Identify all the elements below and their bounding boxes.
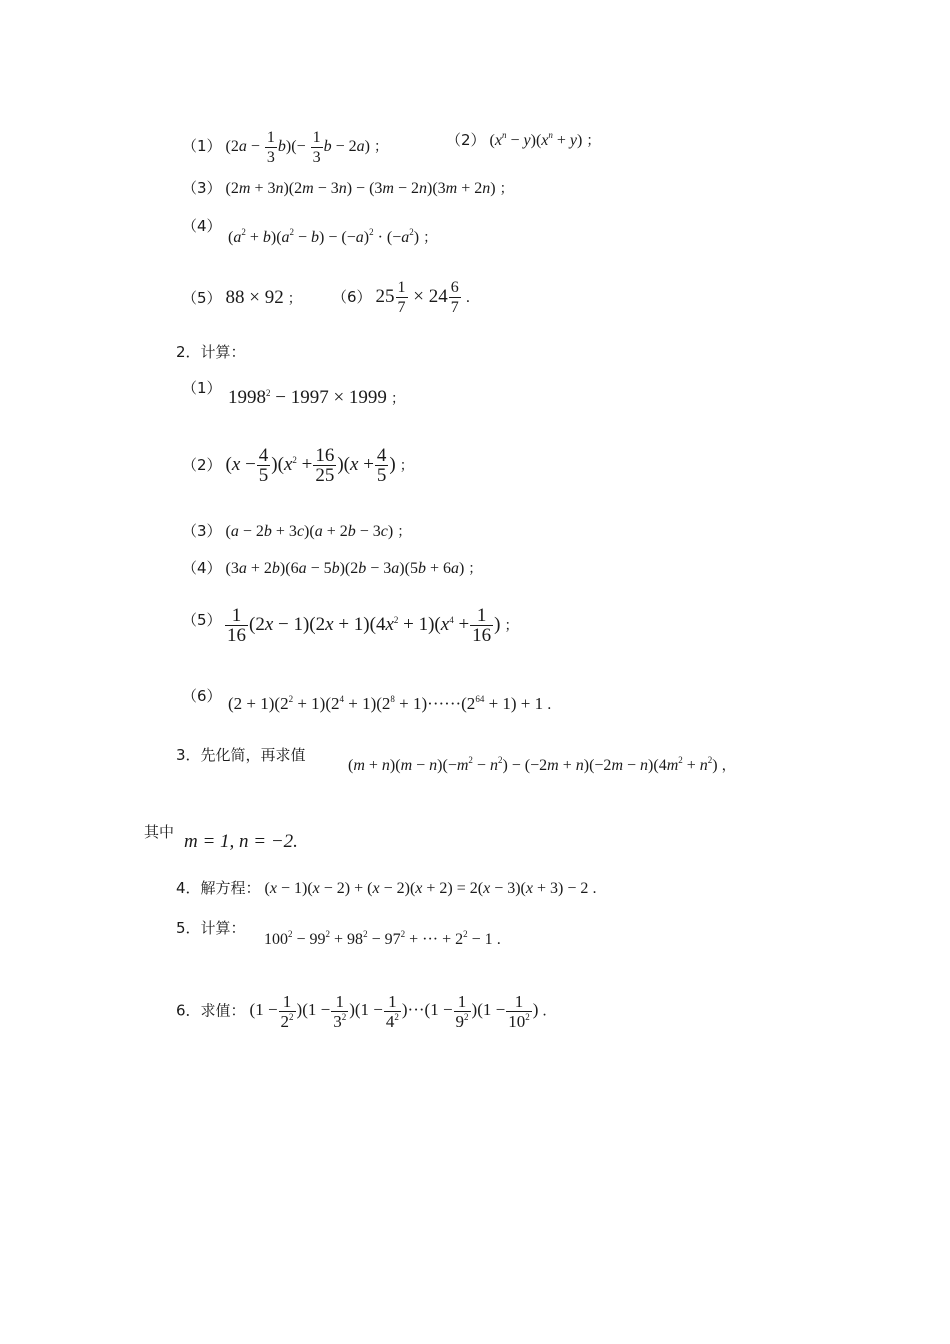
math-expression: (x − $\frac{4}{5}$ )($x^2$ + $\frac{16}{25}$ )(x + $\frac{4}{5}$ ) xyxy=(225,445,396,486)
question-3-where-expr xyxy=(184,832,298,853)
problem-2-6-label xyxy=(182,686,222,707)
problem-label: （5） xyxy=(182,611,222,629)
math-expression: $(a^2 + b)(a^2 - b) - (-a)^2 \cdot (-a^2)$ xyxy=(228,227,420,246)
math-expression: (x − 1)(x − 2) + (x − 2)(x + 2) = 2(x − 3)(x + 3) − 2 xyxy=(264,880,589,897)
math-expression: 25 $\frac{1}{7}$ × 24 $\frac{6}{7}$ xyxy=(375,279,459,316)
problem-label: （3） xyxy=(182,179,222,197)
math-expression: $\frac{1}{16}$ $(2x - 1)(2x + 1)(4x^2 + 1)(x^4$ + $\frac{1}{16}$ ) xyxy=(227,605,501,646)
math-expression: $(m + n)(m - n)(-m^2 - n^2) - (-2m + n)(-2m - n)(4m^2 + n^2)$ xyxy=(348,755,718,774)
problem-label: （1） xyxy=(182,137,222,156)
problem-2-1: $1998^2 - 1997 \times 1999$ ； xyxy=(228,387,405,408)
problem-label: （5） xyxy=(182,289,222,307)
problem-label: （2） xyxy=(182,455,222,474)
problem-label: （6） xyxy=(182,687,222,705)
math-expression: (3a + 2b)(6a − 5b)(2b − 3a)(5b + 6a) xyxy=(225,560,465,577)
problem-2-4: （4） (3a + 2b)(6a − 5b)(2b − 3a)(5b + 6a) ； xyxy=(182,559,483,577)
question-6: 6．求值： (1 − $\frac{1}{2^2}$ )(1 − $\frac{1}{3^2}$ )(1 − $\frac{1}{4^2}$ )···(1 − $\frac{1}{9^2}$ )(1 − $\frac{1}{10^2}$ ) ． xyxy=(176,992,557,1031)
question-2-title: 2．计算： xyxy=(176,343,246,361)
problem-1-2: （2） $(x^n - y)(x^n + y)$ ； xyxy=(446,130,601,149)
problem-2-2: （2） (x − $\frac{4}{5}$ )($x^2$ + $\frac{16}{25}$ )(x + $\frac{4}{5}$ ) ； xyxy=(182,445,414,486)
problem-2-3: （3） (a − 2b + 3c)(a + 2b − 3c) ； xyxy=(182,522,412,540)
problem-1-4-label xyxy=(182,216,222,237)
problem-label: （2） xyxy=(446,131,486,149)
question-3-where: 其中 xyxy=(144,823,175,841)
question-5-expression: $100^2 - 99^2 + 98^2 - 97^2$ + ··· + $2^2 - 1$ ． xyxy=(264,929,511,948)
problem-label: （4） xyxy=(182,217,222,235)
problem-1-1: （1） (2a − $\frac{1}{3}$ b)(− $\frac{1}{3}$ b − 2a) ； xyxy=(182,129,388,166)
math-expression: (a − 2b + 3c)(a + 2b − 3c) xyxy=(225,523,394,540)
problem-label: （4） xyxy=(182,559,222,577)
problem-2-5: $\frac{1}{16}$ $(2x - 1)(2x + 1)(4x^2 + 1)(x^4$ + $\frac{1}{16}$ ) ； xyxy=(224,606,519,645)
question-3-expression: $(m + n)(m - n)(-m^2 - n^2) - (-2m + n)(-2m - n)(4m^2 + n^2)$ ， xyxy=(348,755,736,774)
math-expression: $100^2 - 99^2 + 98^2 - 97^2$ + ··· + $2^2 - 1$ xyxy=(264,929,493,948)
math-expression: m = 1, n = −2. xyxy=(184,831,298,852)
math-expression: $(2 + 1)(2^2 + 1)(2^4 + 1)(2^8 + 1)\cdot\cdot\cdot\cdot\cdot\cdot(2^{64} + 1) + 1$ xyxy=(228,694,544,713)
problem-1-5: （5） 88 × 92 ； xyxy=(182,287,302,308)
math-expression: (2m + 3n)(2m − 3n) − (3m − 2n)(3m + 2n) xyxy=(225,180,496,197)
math-expression: (2a − $\frac{1}{3}$ b)(− $\frac{1}{3}$ b − 2a) xyxy=(225,129,370,166)
math-expression: 88 × 92 xyxy=(225,287,284,308)
problem-2-1-label xyxy=(182,378,222,399)
problem-label: （1） xyxy=(182,379,222,397)
math-expression: $1998^2 - 1997 \times 1999$ xyxy=(228,387,387,408)
question-3-title: 3．先化简，再求值 xyxy=(176,746,306,764)
problem-2-6: $(2 + 1)(2^2 + 1)(2^4 + 1)(2^8 + 1)\cdot\cdot\cdot\cdot\cdot\cdot(2^{64} + 1) + 1$ ． xyxy=(228,694,562,713)
problem-label: （3） xyxy=(182,522,222,540)
math-expression: $(x^n - y)(x^n + y)$ xyxy=(489,130,583,149)
problem-2-5-label xyxy=(182,610,222,631)
problem-1-6: （6） 25 $\frac{1}{7}$ × 24 $\frac{6}{7}$ ． xyxy=(332,279,480,316)
math-expression: (1 − $\frac{1}{2^2}$ )(1 − $\frac{1}{3^2}$ )(1 − $\frac{1}{4^2}$ )···(1 − $\frac{1}{9^2}$ )(1 − $\frac{1}{10^2}$ ) xyxy=(249,992,539,1031)
question-4: 4．解方程： (x − 1)(x − 2) + (x − 2)(x + 2) = 2(x − 3)(x + 3) − 2 ． xyxy=(176,879,607,897)
problem-1-3: （3） (2m + 3n)(2m − 3n) − (3m − 2n)(3m + 2n) ； xyxy=(182,179,514,197)
problem-label: （6） xyxy=(332,287,372,306)
problem-1-4: $(a^2 + b)(a^2 - b) - (-a)^2 \cdot (-a^2)$ ； xyxy=(228,227,438,246)
question-5-title: 5．计算： xyxy=(176,919,246,937)
